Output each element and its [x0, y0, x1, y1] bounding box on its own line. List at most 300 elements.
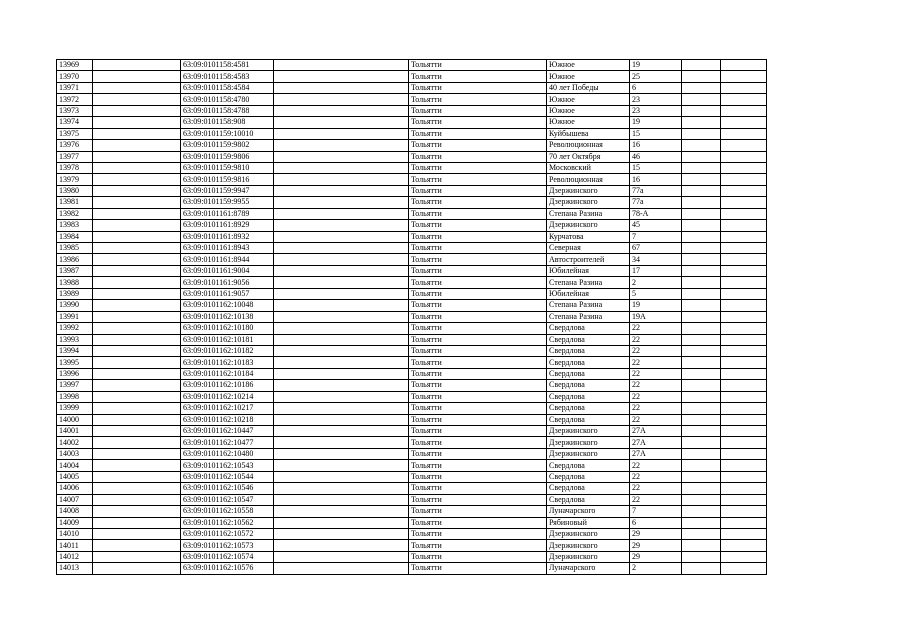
cell-city: Тольятти [409, 174, 547, 185]
cell-row-number: 13998 [57, 391, 93, 402]
cell-city: Тольятти [409, 540, 547, 551]
cell-city: Тольятти [409, 334, 547, 345]
cell-blank-cell [274, 540, 409, 551]
cell-blank-cell [93, 494, 181, 505]
cell-city: Тольятти [409, 517, 547, 528]
cell-row-number: 13974 [57, 117, 93, 128]
table-row [57, 506, 767, 517]
table-row [57, 414, 767, 425]
cell-blank-cell [274, 357, 409, 368]
cell-blank-cell [682, 471, 721, 482]
cell-house-number: 19 [630, 117, 682, 128]
cell-house-number: 77а [630, 185, 682, 196]
cell-blank-cell [721, 128, 767, 139]
cell-house-number: 22 [630, 380, 682, 391]
table-row [57, 140, 767, 151]
cell-row-number: 13979 [57, 174, 93, 185]
cell-blank-cell [682, 403, 721, 414]
cell-blank-cell [93, 380, 181, 391]
cell-city: Тольятти [409, 551, 547, 562]
cell-cadastral-number: 63:09:0101162:10562 [181, 517, 274, 528]
cell-cadastral-number: 63:09:0101162:10544 [181, 471, 274, 482]
cell-row-number: 13976 [57, 140, 93, 151]
table-row [57, 391, 767, 402]
cell-street: Свердлова [547, 368, 630, 379]
cell-street: Свердлова [547, 471, 630, 482]
cell-cadastral-number: 63:09:0101159:9947 [181, 185, 274, 196]
cell-blank-cell [682, 174, 721, 185]
cell-city: Тольятти [409, 460, 547, 471]
cell-cadastral-number: 63:09:0101162:10217 [181, 403, 274, 414]
cell-row-number: 13985 [57, 243, 93, 254]
cell-house-number: 7 [630, 231, 682, 242]
cell-city: Тольятти [409, 82, 547, 93]
cell-cadastral-number: 63:09:0101162:10574 [181, 551, 274, 562]
cell-blank-cell [682, 300, 721, 311]
cell-blank-cell [274, 140, 409, 151]
cell-blank-cell [93, 563, 181, 574]
cell-row-number: 13983 [57, 220, 93, 231]
cell-row-number: 13999 [57, 403, 93, 414]
cell-house-number: 2 [630, 563, 682, 574]
data-table [56, 59, 767, 575]
cell-house-number: 29 [630, 540, 682, 551]
cell-street: Дзержинского [547, 551, 630, 562]
cell-row-number: 13987 [57, 265, 93, 276]
cell-house-number: 22 [630, 483, 682, 494]
cell-street: Свердлова [547, 345, 630, 356]
cell-house-number: 22 [630, 345, 682, 356]
cell-blank-cell [682, 94, 721, 105]
cell-cadastral-number: 63:09:0101162:10477 [181, 437, 274, 448]
cell-blank-cell [682, 426, 721, 437]
table-row [57, 151, 767, 162]
cell-row-number: 14009 [57, 517, 93, 528]
cell-street: Свердлова [547, 414, 630, 425]
cell-blank-cell [721, 494, 767, 505]
cell-street: Луначарского [547, 563, 630, 574]
cell-street: Дзержинского [547, 448, 630, 459]
cell-row-number: 14004 [57, 460, 93, 471]
cell-street: Свердлова [547, 334, 630, 345]
cell-cadastral-number: 63:09:0101162:10447 [181, 426, 274, 437]
table-row [57, 323, 767, 334]
cell-blank-cell [721, 162, 767, 173]
table-row [57, 368, 767, 379]
cell-city: Тольятти [409, 185, 547, 196]
cell-blank-cell [682, 517, 721, 528]
cell-blank-cell [93, 311, 181, 322]
cell-blank-cell [93, 82, 181, 93]
table-row [57, 71, 767, 82]
cell-blank-cell [682, 82, 721, 93]
cell-street: Рябиновый [547, 517, 630, 528]
table-row [57, 517, 767, 528]
cell-blank-cell [274, 494, 409, 505]
cell-blank-cell [274, 60, 409, 71]
cell-row-number: 13990 [57, 300, 93, 311]
cell-blank-cell [721, 311, 767, 322]
cell-cadastral-number: 63:09:0101158:4780 [181, 94, 274, 105]
cell-city: Тольятти [409, 311, 547, 322]
table-row [57, 551, 767, 562]
table-row [57, 426, 767, 437]
cell-blank-cell [274, 483, 409, 494]
cell-blank-cell [274, 231, 409, 242]
cell-blank-cell [721, 437, 767, 448]
cell-blank-cell [93, 71, 181, 82]
cell-blank-cell [274, 403, 409, 414]
cell-row-number: 13978 [57, 162, 93, 173]
cell-blank-cell [274, 517, 409, 528]
cell-blank-cell [721, 334, 767, 345]
cell-city: Тольятти [409, 437, 547, 448]
cell-blank-cell [274, 243, 409, 254]
cell-row-number: 13995 [57, 357, 93, 368]
cell-house-number: 15 [630, 128, 682, 139]
table-row [57, 82, 767, 93]
cell-cadastral-number: 63:09:0101161:9056 [181, 277, 274, 288]
cell-cadastral-number: 63:09:0101159:9810 [181, 162, 274, 173]
cell-row-number: 13975 [57, 128, 93, 139]
table-body [57, 60, 767, 575]
cell-blank-cell [93, 323, 181, 334]
cell-blank-cell [721, 414, 767, 425]
cell-cadastral-number: 63:09:0101162:10181 [181, 334, 274, 345]
cell-blank-cell [274, 117, 409, 128]
cell-city: Тольятти [409, 151, 547, 162]
cell-row-number: 13970 [57, 71, 93, 82]
cell-blank-cell [274, 460, 409, 471]
cell-city: Тольятти [409, 391, 547, 402]
cell-street: 70 лет Октября [547, 151, 630, 162]
table-row [57, 563, 767, 574]
cell-blank-cell [721, 460, 767, 471]
cell-city: Тольятти [409, 448, 547, 459]
cell-blank-cell [682, 151, 721, 162]
cell-city: Тольятти [409, 265, 547, 276]
cell-blank-cell [93, 471, 181, 482]
cell-house-number: 16 [630, 140, 682, 151]
cell-blank-cell [93, 403, 181, 414]
cell-city: Тольятти [409, 208, 547, 219]
cell-house-number: 22 [630, 391, 682, 402]
cell-blank-cell [93, 140, 181, 151]
cell-blank-cell [274, 174, 409, 185]
cell-house-number: 19 [630, 60, 682, 71]
cell-city: Тольятти [409, 357, 547, 368]
cell-blank-cell [682, 323, 721, 334]
cell-cadastral-number: 63:09:0101161:9004 [181, 265, 274, 276]
table-row [57, 528, 767, 539]
cell-cadastral-number: 63:09:0101162:10183 [181, 357, 274, 368]
cell-row-number: 13980 [57, 185, 93, 196]
cell-blank-cell [682, 528, 721, 539]
table-row [57, 403, 767, 414]
cell-blank-cell [274, 254, 409, 265]
cell-row-number: 14010 [57, 528, 93, 539]
cell-blank-cell [93, 368, 181, 379]
cell-house-number: 27А [630, 448, 682, 459]
cell-row-number: 14006 [57, 483, 93, 494]
table-row [57, 105, 767, 116]
cell-blank-cell [682, 437, 721, 448]
cell-street: Свердлова [547, 403, 630, 414]
cell-blank-cell [93, 334, 181, 345]
cell-cadastral-number: 63:09:0101158:4583 [181, 71, 274, 82]
cell-blank-cell [93, 220, 181, 231]
cell-house-number: 22 [630, 471, 682, 482]
cell-house-number: 67 [630, 243, 682, 254]
cell-house-number: 7 [630, 506, 682, 517]
cell-city: Тольятти [409, 94, 547, 105]
cell-blank-cell [274, 391, 409, 402]
cell-row-number: 13972 [57, 94, 93, 105]
cell-blank-cell [93, 437, 181, 448]
cell-street: Революционная [547, 140, 630, 151]
cell-blank-cell [721, 368, 767, 379]
cell-street: Южное [547, 117, 630, 128]
cell-blank-cell [721, 231, 767, 242]
cell-blank-cell [274, 345, 409, 356]
cell-blank-cell [721, 403, 767, 414]
cell-blank-cell [682, 345, 721, 356]
cell-blank-cell [274, 208, 409, 219]
cell-row-number: 13997 [57, 380, 93, 391]
cell-street: Южное [547, 105, 630, 116]
cell-house-number: 45 [630, 220, 682, 231]
cell-blank-cell [93, 551, 181, 562]
cell-street: Степана Разина [547, 208, 630, 219]
cell-city: Тольятти [409, 471, 547, 482]
cell-row-number: 14001 [57, 426, 93, 437]
cell-city: Тольятти [409, 380, 547, 391]
cell-blank-cell [682, 185, 721, 196]
cell-blank-cell [274, 197, 409, 208]
cell-house-number: 2 [630, 277, 682, 288]
cell-house-number: 16 [630, 174, 682, 185]
cell-blank-cell [93, 208, 181, 219]
cell-street: Дзержинского [547, 220, 630, 231]
cell-house-number: 5 [630, 288, 682, 299]
cell-blank-cell [93, 60, 181, 71]
cell-cadastral-number: 63:09:0101158:4581 [181, 60, 274, 71]
cell-city: Тольятти [409, 288, 547, 299]
cell-cadastral-number: 63:09:0101159:9816 [181, 174, 274, 185]
cell-blank-cell [93, 265, 181, 276]
cell-row-number: 13989 [57, 288, 93, 299]
cell-blank-cell [93, 231, 181, 242]
cell-blank-cell [274, 128, 409, 139]
cell-row-number: 14013 [57, 563, 93, 574]
cell-house-number: 19А [630, 311, 682, 322]
cell-blank-cell [93, 254, 181, 265]
cell-blank-cell [93, 128, 181, 139]
cell-cadastral-number: 63:09:0101162:10547 [181, 494, 274, 505]
cell-cadastral-number: 63:09:0101159:9955 [181, 197, 274, 208]
cell-street: Степана Разина [547, 300, 630, 311]
table-row [57, 471, 767, 482]
cell-city: Тольятти [409, 494, 547, 505]
cell-city: Тольятти [409, 197, 547, 208]
cell-blank-cell [274, 71, 409, 82]
cell-blank-cell [682, 380, 721, 391]
cell-row-number: 14000 [57, 414, 93, 425]
cell-blank-cell [93, 288, 181, 299]
cell-blank-cell [721, 551, 767, 562]
cell-cadastral-number: 63:09:0101158:908 [181, 117, 274, 128]
cell-blank-cell [721, 71, 767, 82]
table-row [57, 277, 767, 288]
cell-blank-cell [93, 528, 181, 539]
cell-row-number: 14008 [57, 506, 93, 517]
cell-blank-cell [93, 117, 181, 128]
cell-house-number: 22 [630, 334, 682, 345]
cell-house-number: 77а [630, 197, 682, 208]
cell-row-number: 14012 [57, 551, 93, 562]
cell-city: Тольятти [409, 528, 547, 539]
cell-cadastral-number: 63:09:0101162:10182 [181, 345, 274, 356]
cell-blank-cell [721, 540, 767, 551]
cell-house-number: 46 [630, 151, 682, 162]
cell-street: Свердлова [547, 494, 630, 505]
cell-blank-cell [682, 448, 721, 459]
cell-street: Дзержинского [547, 540, 630, 551]
cell-blank-cell [721, 243, 767, 254]
cell-blank-cell [721, 391, 767, 402]
table-row [57, 197, 767, 208]
cell-street: Северная [547, 243, 630, 254]
table-row [57, 265, 767, 276]
cell-row-number: 13994 [57, 345, 93, 356]
cell-blank-cell [274, 334, 409, 345]
cell-street: Куйбышева [547, 128, 630, 139]
cell-blank-cell [682, 414, 721, 425]
cell-blank-cell [721, 483, 767, 494]
cell-cadastral-number: 63:09:0101162:10543 [181, 460, 274, 471]
cell-blank-cell [93, 300, 181, 311]
cell-cadastral-number: 63:09:0101159:10010 [181, 128, 274, 139]
cell-city: Тольятти [409, 220, 547, 231]
cell-street: Дзержинского [547, 197, 630, 208]
table-row [57, 94, 767, 105]
cell-blank-cell [682, 551, 721, 562]
table-row [57, 254, 767, 265]
cell-street: Дзержинского [547, 426, 630, 437]
cell-blank-cell [682, 357, 721, 368]
table-row [57, 300, 767, 311]
table-row [57, 437, 767, 448]
cell-blank-cell [682, 162, 721, 173]
cell-cadastral-number: 63:09:0101161:9057 [181, 288, 274, 299]
cell-blank-cell [93, 414, 181, 425]
cell-blank-cell [721, 517, 767, 528]
cell-street: Степана Разина [547, 277, 630, 288]
cell-blank-cell [274, 82, 409, 93]
cell-blank-cell [721, 277, 767, 288]
table-row [57, 174, 767, 185]
cell-street: Свердлова [547, 483, 630, 494]
cell-street: Революционная [547, 174, 630, 185]
cell-row-number: 14007 [57, 494, 93, 505]
cell-blank-cell [721, 448, 767, 459]
cell-house-number: 34 [630, 254, 682, 265]
cell-blank-cell [93, 105, 181, 116]
cell-blank-cell [721, 174, 767, 185]
cell-city: Тольятти [409, 323, 547, 334]
cell-row-number: 14003 [57, 448, 93, 459]
cell-blank-cell [721, 94, 767, 105]
cell-blank-cell [721, 380, 767, 391]
cell-cadastral-number: 63:09:0101162:10576 [181, 563, 274, 574]
cell-street: Свердлова [547, 391, 630, 402]
cell-city: Тольятти [409, 60, 547, 71]
cell-cadastral-number: 63:09:0101162:10558 [181, 506, 274, 517]
cell-blank-cell [682, 117, 721, 128]
cell-blank-cell [93, 426, 181, 437]
cell-street: Свердлова [547, 357, 630, 368]
cell-street: Луначарского [547, 506, 630, 517]
cell-street: Свердлова [547, 323, 630, 334]
cell-city: Тольятти [409, 71, 547, 82]
cell-blank-cell [721, 60, 767, 71]
cell-cadastral-number: 63:09:0101162:10180 [181, 323, 274, 334]
cell-blank-cell [274, 563, 409, 574]
cell-blank-cell [721, 140, 767, 151]
cell-blank-cell [682, 563, 721, 574]
cell-row-number: 13993 [57, 334, 93, 345]
cell-city: Тольятти [409, 403, 547, 414]
table-row [57, 483, 767, 494]
cell-cadastral-number: 63:09:0101162:10218 [181, 414, 274, 425]
cell-row-number: 13986 [57, 254, 93, 265]
cell-blank-cell [274, 151, 409, 162]
table-row [57, 380, 767, 391]
table-row [57, 243, 767, 254]
cell-street: Южное [547, 71, 630, 82]
cell-blank-cell [721, 300, 767, 311]
cell-blank-cell [274, 471, 409, 482]
cell-city: Тольятти [409, 105, 547, 116]
cell-blank-cell [682, 540, 721, 551]
cell-blank-cell [721, 151, 767, 162]
cell-blank-cell [682, 71, 721, 82]
cell-city: Тольятти [409, 231, 547, 242]
cell-city: Тольятти [409, 345, 547, 356]
cell-street: Московский [547, 162, 630, 173]
cell-blank-cell [682, 368, 721, 379]
cell-street: Южное [547, 94, 630, 105]
cell-blank-cell [721, 506, 767, 517]
cell-cadastral-number: 63:09:0101162:10573 [181, 540, 274, 551]
cell-city: Тольятти [409, 128, 547, 139]
table-row [57, 288, 767, 299]
cell-blank-cell [721, 323, 767, 334]
table-row [57, 540, 767, 551]
cell-row-number: 13969 [57, 60, 93, 71]
cell-house-number: 29 [630, 528, 682, 539]
cell-cadastral-number: 63:09:0101161:8789 [181, 208, 274, 219]
cell-blank-cell [682, 105, 721, 116]
cell-street: Свердлова [547, 460, 630, 471]
cell-house-number: 22 [630, 460, 682, 471]
cell-house-number: 22 [630, 403, 682, 414]
cell-street: Южное [547, 60, 630, 71]
table-row [57, 117, 767, 128]
cell-blank-cell [274, 185, 409, 196]
cell-blank-cell [93, 460, 181, 471]
cell-blank-cell [721, 185, 767, 196]
